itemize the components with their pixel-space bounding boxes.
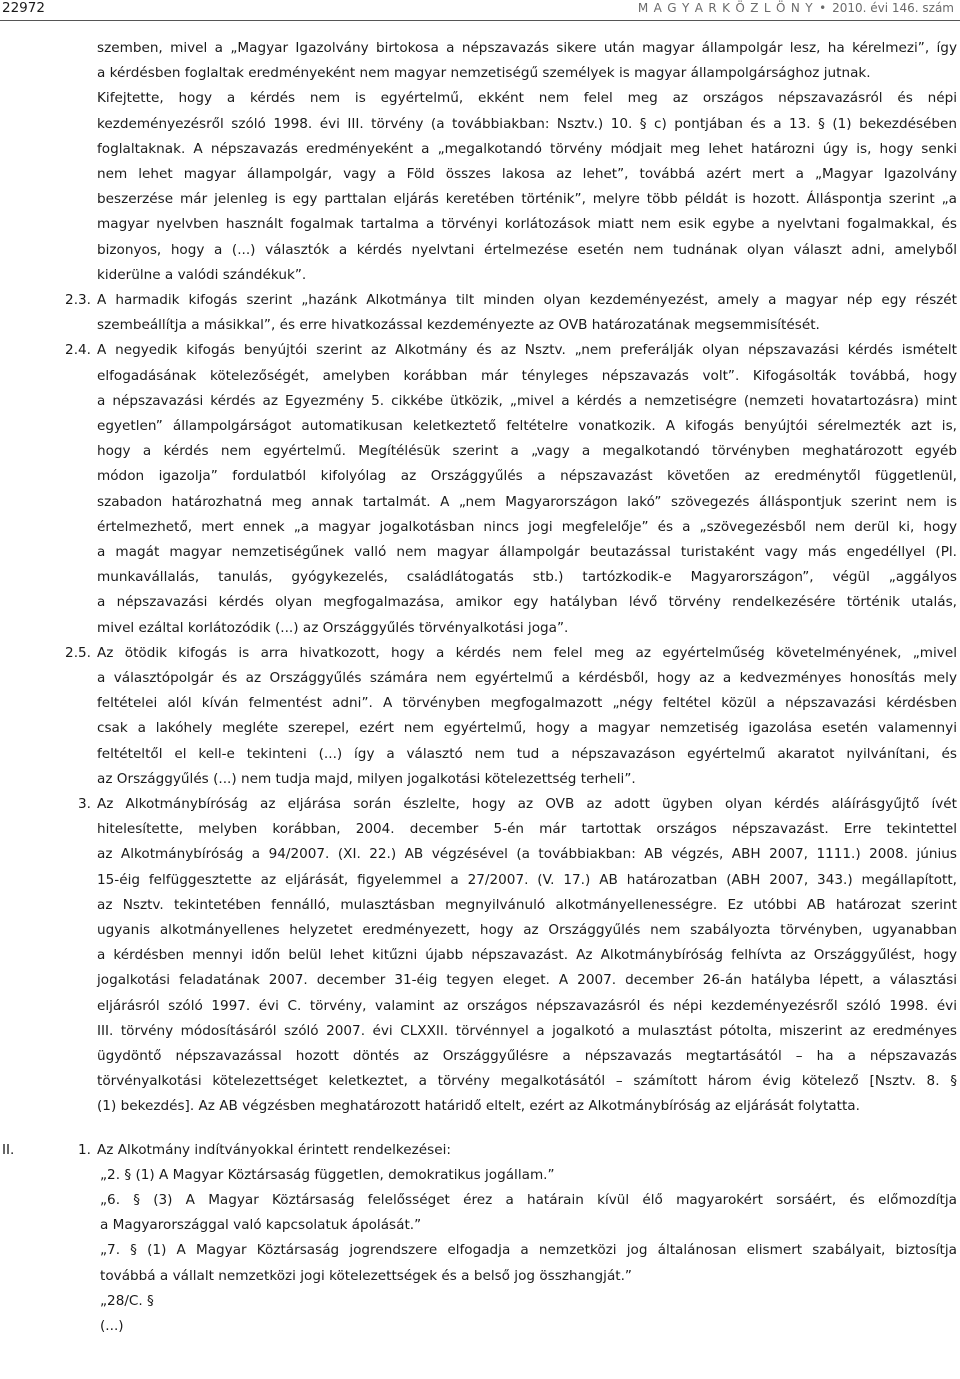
paragraph-number: 1. bbox=[78, 1141, 91, 1158]
publication-title: M A G Y A R K Ö Z L Ö N Y bbox=[637, 1, 814, 15]
text-line: hitelesítette, melyben korábban, 2004. december 5-én már tartottak országos népszavazást. Erre tekintettel bbox=[97, 821, 957, 838]
header-separator: • bbox=[815, 1, 831, 15]
text-line: „28/C. § bbox=[100, 1292, 154, 1309]
text-line: „2. § (1) A Magyar Köztársaság független, demokratikus jogállam.” bbox=[100, 1166, 555, 1183]
page-header bbox=[0, 0, 960, 22]
text-line: jogalkotási feladatának 2007. december 31-éig tegyen eleget. A 2007. december 26-án hatályba lépett, a választási bbox=[97, 972, 957, 989]
text-line: (1) bekezdés]. Az AB végzésben meghatározott határidő eltelt, ezért az Alkotmánybíróság az eljárását folytatta. bbox=[97, 1098, 860, 1115]
text-line: feltételtől el kell-e tekinteni (...) így a választó nem tud a népszavazáson egyértelmű akaratot nyilvánítani, és bbox=[97, 745, 957, 762]
text-line: III. törvény módosításáról szóló 2007. évi CLXXII. törvénnyel a jogalkotó a mulasztást pótolta, miszerint az eredményes bbox=[97, 1022, 957, 1039]
text-line: elfogadásának kötelezőségét, amelyben korábban már tényleges népszavazás volt”. Kifogásolták továbbá, hogy bbox=[97, 367, 957, 384]
issue-info: 2010. évi 146. szám bbox=[832, 1, 954, 15]
text-line: nem lehet magyar állampolgár, vagy a Föld összes lakosa az lehet”, továbbá azért mert a „Magyar Igazolvány bbox=[97, 166, 957, 183]
text-line: a kérdésben mennyi időn belül lehet kitűzni újabb népszavazást. Az Alkotmánybíróság felhívta az Országgyűlést, hogy bbox=[97, 947, 957, 964]
text-line: mivel ezáltal korlátozódik (...) az Országgyűlés törvényalkotási joga”. bbox=[97, 619, 569, 636]
text-line: szabadon határozhatná meg annak tartalmát. A „nem Magyarországon lakó” szövegezés álláspontjuk szerint nem is bbox=[97, 493, 957, 510]
text-line: ugyanis alkotmányellenes helyzetet eredményezett, hogy az Országgyűlés nem szabályozta törvényben, ugyanabban bbox=[97, 922, 957, 939]
text-line: feltételei alól kíván felmentést adni”. A törvényben megfogalmazott „négy feltétel közül a népszavazási kérdésben bbox=[97, 695, 957, 712]
header-rule bbox=[0, 20, 960, 21]
text-line: 15-éig felfüggesztette az eljárását, figyelemmel a 27/2007. (V. 17.) AB határozatban (ABH 2007, 343.) megállapított, bbox=[97, 871, 957, 888]
text-line: A negyedik kifogás benyújtói szerint az Alkotmány és az Nsztv. „nem preferálják olyan népszavazási kérdés ismételt bbox=[97, 342, 957, 359]
paragraph-number: 2.5. bbox=[65, 644, 91, 661]
text-line: egyetlen” állampolgárságot automatikusan keletkeztető feltételre vonatkozik. A kifogás benyújtói sérelmezték azt is, bbox=[97, 418, 957, 434]
text-line: az Alkotmánybíróság a 94/2007. (XI. 22.) AB végzésével (a továbbiakban: AB végzés, ABH 2007, 1111.) 2008. június bbox=[97, 846, 957, 863]
text-line: bizonyos, hogy a (...) választók a kérdés nyelvtani értelmezése esetén nem tudnának olyan választ adni, amelyből bbox=[97, 241, 957, 258]
paragraph-number: 3. bbox=[78, 796, 91, 812]
text-line: szemben, mivel a „Magyar Igazolvány birtokosa a népszavazás sikere után magyar állampolgár lesz, ha kérelmezi”, így bbox=[97, 40, 957, 56]
text-line: az Nsztv. tekintetében fennálló, mulasztásban megnyilvánuló alkotmányellenességre. Ez utóbbi AB határozat szerint bbox=[97, 896, 957, 913]
text-line: Az Alkotmány indítványokkal érintett rendelkezései: bbox=[97, 1141, 451, 1158]
text-line: továbbá a vállalt nemzetközi jogi kötelezettségek és a belső jog összhangját.” bbox=[100, 1267, 632, 1284]
text-line: Az ötödik kifogás is arra hivatkozott, hogy a kérdés nem felel meg az egyértelműség követelményének, „mivel bbox=[97, 644, 957, 661]
text-line: munkavállalás, tanulás, gyógykezelés, családlátogatás stb.) tartózkodik-e Magyarországon”, végül „aggályos bbox=[97, 569, 957, 586]
text-line: (...) bbox=[100, 1318, 124, 1335]
text-line: a Magyarországgal való kapcsolatuk ápolását.” bbox=[100, 1217, 422, 1234]
text-line: a népszavazási kérdés az Egyezmény 5. cikkébe ütközik, „mivel a kérdés a nemzetiségre (nemzeti hovatartozásra) mint bbox=[97, 392, 957, 409]
section-roman-number: II. bbox=[2, 1141, 15, 1158]
text-line: az Országgyűlés (...) nem tudja majd, milyen jogalkotási kötelezettség terheli”. bbox=[97, 770, 636, 787]
text-line: A harmadik kifogás szerint „hazánk Alkotmánya tilt minden olyan kezdeményezést, amely a magyar nép egy részét bbox=[97, 292, 957, 308]
text-line: kiderülne a valódi szándékuk”. bbox=[97, 266, 307, 283]
text-line: a kérdésben foglaltak eredményeként nem magyar nemzetiségű személyek is magyar állampolgársághoz jutnak. bbox=[97, 65, 871, 82]
text-line: értelmezhető, mert ennek „a magyar jogalkotásban nincs jogi megfelelője” és a „szövegezésből nem derül ki, hogy bbox=[97, 518, 957, 535]
page-number: 22972 bbox=[2, 0, 45, 16]
text-line: a választópolgár és az Országgyűlés számára nem egyértelmű a kérdésből, hogy az a kedvezményes honosítás mely bbox=[97, 670, 957, 686]
text-line: kezdeményezésről szóló 1998. évi III. törvény (a továbbiakban: Nsztv.) 10. § c) pontjában és a 13. § (1) bekezdésében bbox=[97, 115, 957, 132]
text-line: a magát magyar nemzetiségűnek valló nem magyar állampolgár beutazással turistaként vagy más engedéllyel (Pl. bbox=[97, 544, 957, 561]
text-line: a népszavazási kérdés olyan megfogalmazása, amikor egy hatályban lévő törvény rendelkezésére történik utalás, bbox=[97, 594, 957, 611]
text-line: törvényalkotási kötelezettséget keletkeztet, a törvény megalkotásától – számított három évig kötelező [Nsztv. 8. § bbox=[97, 1073, 957, 1090]
text-line: szembeállítja a másikkal”, és erre hivatkozással kezdeményezte az OVB határozatának megsemmisítését. bbox=[97, 317, 820, 334]
text-line: eljárásról szóló 1997. évi C. törvény, valamint az országos népszavazásról és népi kezdeményezésről szóló 1998. évi bbox=[97, 997, 957, 1014]
text-line: Kifejtette, hogy a kérdés nem is egyértelmű, ekként nem felel meg az országos népszavazásról és népi bbox=[97, 90, 957, 107]
text-line: „7. § (1) A Magyar Köztársaság jogrendszere elfogadja a nemzetközi jog általánosan elismert szabályait, biztosítja bbox=[100, 1242, 957, 1259]
running-head bbox=[638, 1, 954, 15]
paragraph-number: 2.3. bbox=[65, 292, 91, 308]
paragraph-number: 2.4. bbox=[65, 342, 91, 359]
text-line: csak a lakóhely megléte szerepel, ezért nem egyértelmű, hogy a magyar nemzetiség igazolása esetén valamennyi bbox=[97, 720, 957, 737]
text-line: foglaltaknak. A népszavazás eredményeként a „megalkotandó törvény módjait meg lehet határozni úgy is, hogy senki bbox=[97, 140, 957, 157]
text-line: ügydöntő népszavazással hozott döntés az Országgyűlésre a népszavazás megtartásától – ha a népszavazás bbox=[97, 1048, 957, 1065]
text-line: Az Alkotmánybíróság az eljárása során észlelte, hogy az OVB az adott ügyben olyan kérdés aláírásgyűjtő ívét bbox=[97, 796, 957, 812]
text-line: módon igazolja” fordulatból kifolyólag az Országgyűlés a népszavazást követően az eredménytől függetlenül, bbox=[97, 468, 957, 485]
text-line: hogy a kérdés nem egyértelmű. Megítélésük szerint a „vagy a megalkotandó törvényben meghatározott egyéb bbox=[97, 443, 957, 460]
text-line: beszerzése már jelenleg is egy parttalan eljárás keretében történik”, melyre több példát is hozott. Álláspontja szerint „a bbox=[97, 191, 957, 208]
text-line: magyar nyelvben használt fogalmak tartalma a törvényi korlátozások miatt nem esik egybe a nyelvtani fogalmakkal, és bbox=[97, 216, 957, 233]
text-line: „6. § (3) A Magyar Köztársaság felelősséget érez a határain kívül élő magyarokért sorsáért, és előmozdítja bbox=[100, 1192, 957, 1208]
